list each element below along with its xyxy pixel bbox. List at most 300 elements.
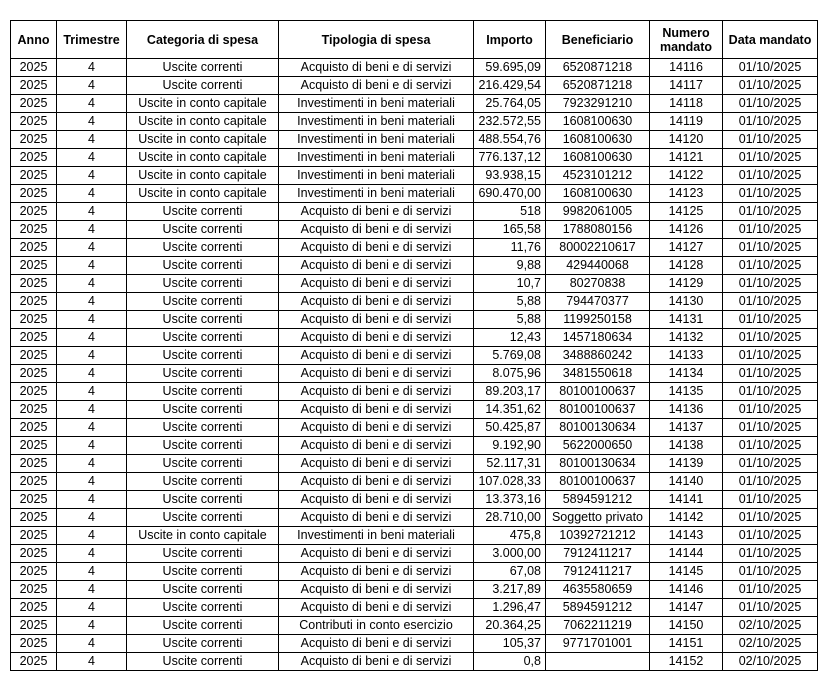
cell-trimestre: 4 bbox=[57, 95, 127, 113]
cell-numero-mandato: 14146 bbox=[650, 581, 723, 599]
cell-beneficiario: 6520871218 bbox=[546, 77, 650, 95]
cell-data-mandato: 01/10/2025 bbox=[723, 437, 818, 455]
cell-trimestre: 4 bbox=[57, 149, 127, 167]
cell-beneficiario: 80100130634 bbox=[546, 419, 650, 437]
table-row bbox=[11, 509, 818, 527]
cell-categoria: Uscite correnti bbox=[127, 347, 279, 365]
cell-numero-mandato: 14132 bbox=[650, 329, 723, 347]
cell-categoria: Uscite correnti bbox=[127, 311, 279, 329]
cell-data-mandato: 01/10/2025 bbox=[723, 509, 818, 527]
cell-numero-mandato: 14123 bbox=[650, 185, 723, 203]
cell-data-mandato: 01/10/2025 bbox=[723, 257, 818, 275]
table-row bbox=[11, 185, 818, 203]
cell-anno: 2025 bbox=[11, 509, 57, 527]
cell-beneficiario: 80270838 bbox=[546, 275, 650, 293]
cell-trimestre: 4 bbox=[57, 221, 127, 239]
cell-anno: 2025 bbox=[11, 635, 57, 653]
cell-data-mandato: 01/10/2025 bbox=[723, 563, 818, 581]
cell-beneficiario: 794470377 bbox=[546, 293, 650, 311]
cell-beneficiario: 80100100637 bbox=[546, 383, 650, 401]
cell-numero-mandato: 14122 bbox=[650, 167, 723, 185]
table-row bbox=[11, 437, 818, 455]
cell-importo: 165,58 bbox=[474, 221, 546, 239]
table-row bbox=[11, 599, 818, 617]
cell-trimestre: 4 bbox=[57, 329, 127, 347]
cell-data-mandato: 01/10/2025 bbox=[723, 419, 818, 437]
table-row bbox=[11, 419, 818, 437]
table-row bbox=[11, 113, 818, 131]
cell-beneficiario: 9982061005 bbox=[546, 203, 650, 221]
cell-tipologia: Acquisto di beni e di servizi bbox=[279, 653, 474, 671]
cell-numero-mandato: 14145 bbox=[650, 563, 723, 581]
cell-numero-mandato: 14152 bbox=[650, 653, 723, 671]
cell-importo: 9,88 bbox=[474, 257, 546, 275]
table-body bbox=[11, 59, 818, 671]
cell-tipologia: Acquisto di beni e di servizi bbox=[279, 599, 474, 617]
table-row bbox=[11, 491, 818, 509]
cell-trimestre: 4 bbox=[57, 239, 127, 257]
cell-categoria: Uscite correnti bbox=[127, 473, 279, 491]
table-row bbox=[11, 545, 818, 563]
cell-beneficiario: 1608100630 bbox=[546, 113, 650, 131]
cell-numero-mandato: 14140 bbox=[650, 473, 723, 491]
cell-trimestre: 4 bbox=[57, 527, 127, 545]
table-row bbox=[11, 203, 818, 221]
cell-categoria: Uscite correnti bbox=[127, 293, 279, 311]
cell-beneficiario: 7923291210 bbox=[546, 95, 650, 113]
cell-beneficiario: 80002210617 bbox=[546, 239, 650, 257]
cell-trimestre: 4 bbox=[57, 563, 127, 581]
cell-beneficiario: 1608100630 bbox=[546, 131, 650, 149]
table-row bbox=[11, 329, 818, 347]
table-row bbox=[11, 581, 818, 599]
cell-importo: 14.351,62 bbox=[474, 401, 546, 419]
cell-data-mandato: 01/10/2025 bbox=[723, 347, 818, 365]
cell-anno: 2025 bbox=[11, 545, 57, 563]
cell-data-mandato: 01/10/2025 bbox=[723, 545, 818, 563]
cell-anno: 2025 bbox=[11, 113, 57, 131]
cell-beneficiario: 7912411217 bbox=[546, 545, 650, 563]
cell-tipologia: Acquisto di beni e di servizi bbox=[279, 563, 474, 581]
table-row bbox=[11, 149, 818, 167]
cell-numero-mandato: 14134 bbox=[650, 365, 723, 383]
cell-categoria: Uscite correnti bbox=[127, 437, 279, 455]
cell-beneficiario: 7062211219 bbox=[546, 617, 650, 635]
cell-anno: 2025 bbox=[11, 95, 57, 113]
cell-importo: 690.470,00 bbox=[474, 185, 546, 203]
header-anno: Anno bbox=[11, 21, 57, 59]
cell-tipologia: Acquisto di beni e di servizi bbox=[279, 581, 474, 599]
cell-trimestre: 4 bbox=[57, 473, 127, 491]
cell-tipologia: Acquisto di beni e di servizi bbox=[279, 545, 474, 563]
table-row bbox=[11, 401, 818, 419]
cell-tipologia: Acquisto di beni e di servizi bbox=[279, 455, 474, 473]
cell-categoria: Uscite correnti bbox=[127, 221, 279, 239]
cell-numero-mandato: 14144 bbox=[650, 545, 723, 563]
cell-data-mandato: 01/10/2025 bbox=[723, 527, 818, 545]
cell-importo: 107.028,33 bbox=[474, 473, 546, 491]
cell-beneficiario: 1608100630 bbox=[546, 149, 650, 167]
cell-categoria: Uscite in conto capitale bbox=[127, 95, 279, 113]
cell-tipologia: Acquisto di beni e di servizi bbox=[279, 365, 474, 383]
cell-numero-mandato: 14141 bbox=[650, 491, 723, 509]
table-row bbox=[11, 131, 818, 149]
cell-anno: 2025 bbox=[11, 203, 57, 221]
cell-tipologia: Acquisto di beni e di servizi bbox=[279, 347, 474, 365]
cell-anno: 2025 bbox=[11, 617, 57, 635]
cell-categoria: Uscite correnti bbox=[127, 563, 279, 581]
cell-importo: 93.938,15 bbox=[474, 167, 546, 185]
cell-numero-mandato: 14130 bbox=[650, 293, 723, 311]
cell-tipologia: Acquisto di beni e di servizi bbox=[279, 239, 474, 257]
cell-numero-mandato: 14119 bbox=[650, 113, 723, 131]
header-row bbox=[11, 21, 818, 59]
cell-anno: 2025 bbox=[11, 401, 57, 419]
cell-data-mandato: 01/10/2025 bbox=[723, 581, 818, 599]
cell-trimestre: 4 bbox=[57, 617, 127, 635]
cell-data-mandato: 01/10/2025 bbox=[723, 599, 818, 617]
cell-beneficiario: 4523101212 bbox=[546, 167, 650, 185]
cell-tipologia: Investimenti in beni materiali bbox=[279, 131, 474, 149]
cell-importo: 10,7 bbox=[474, 275, 546, 293]
cell-importo: 3.000,00 bbox=[474, 545, 546, 563]
cell-importo: 518 bbox=[474, 203, 546, 221]
cell-trimestre: 4 bbox=[57, 509, 127, 527]
table-row bbox=[11, 77, 818, 95]
header-tipologia: Tipologia di spesa bbox=[279, 21, 474, 59]
cell-importo: 3.217,89 bbox=[474, 581, 546, 599]
cell-beneficiario: 1608100630 bbox=[546, 185, 650, 203]
cell-anno: 2025 bbox=[11, 329, 57, 347]
cell-numero-mandato: 14150 bbox=[650, 617, 723, 635]
cell-anno: 2025 bbox=[11, 311, 57, 329]
cell-anno: 2025 bbox=[11, 599, 57, 617]
cell-trimestre: 4 bbox=[57, 77, 127, 95]
cell-numero-mandato: 14133 bbox=[650, 347, 723, 365]
table-row bbox=[11, 275, 818, 293]
cell-categoria: Uscite correnti bbox=[127, 275, 279, 293]
cell-importo: 5.769,08 bbox=[474, 347, 546, 365]
cell-numero-mandato: 14125 bbox=[650, 203, 723, 221]
cell-numero-mandato: 14137 bbox=[650, 419, 723, 437]
cell-importo: 25.764,05 bbox=[474, 95, 546, 113]
cell-categoria: Uscite in conto capitale bbox=[127, 131, 279, 149]
cell-tipologia: Acquisto di beni e di servizi bbox=[279, 293, 474, 311]
table-row bbox=[11, 653, 818, 671]
header-beneficiario: Beneficiario bbox=[546, 21, 650, 59]
cell-data-mandato: 01/10/2025 bbox=[723, 59, 818, 77]
cell-numero-mandato: 14136 bbox=[650, 401, 723, 419]
cell-beneficiario: 3488860242 bbox=[546, 347, 650, 365]
cell-importo: 89.203,17 bbox=[474, 383, 546, 401]
cell-tipologia: Investimenti in beni materiali bbox=[279, 149, 474, 167]
cell-anno: 2025 bbox=[11, 347, 57, 365]
cell-anno: 2025 bbox=[11, 77, 57, 95]
cell-trimestre: 4 bbox=[57, 311, 127, 329]
table-row bbox=[11, 473, 818, 491]
cell-anno: 2025 bbox=[11, 131, 57, 149]
cell-trimestre: 4 bbox=[57, 653, 127, 671]
cell-data-mandato: 01/10/2025 bbox=[723, 365, 818, 383]
cell-trimestre: 4 bbox=[57, 635, 127, 653]
cell-importo: 12,43 bbox=[474, 329, 546, 347]
table-row bbox=[11, 293, 818, 311]
cell-tipologia: Investimenti in beni materiali bbox=[279, 95, 474, 113]
cell-numero-mandato: 14127 bbox=[650, 239, 723, 257]
header-importo: Importo bbox=[474, 21, 546, 59]
table-row bbox=[11, 347, 818, 365]
cell-numero-mandato: 14116 bbox=[650, 59, 723, 77]
cell-trimestre: 4 bbox=[57, 113, 127, 131]
cell-importo: 5,88 bbox=[474, 311, 546, 329]
cell-anno: 2025 bbox=[11, 275, 57, 293]
table-row bbox=[11, 239, 818, 257]
cell-beneficiario bbox=[546, 653, 650, 671]
cell-trimestre: 4 bbox=[57, 275, 127, 293]
cell-categoria: Uscite correnti bbox=[127, 635, 279, 653]
cell-importo: 488.554,76 bbox=[474, 131, 546, 149]
table-row bbox=[11, 59, 818, 77]
cell-trimestre: 4 bbox=[57, 131, 127, 149]
cell-numero-mandato: 14135 bbox=[650, 383, 723, 401]
cell-tipologia: Acquisto di beni e di servizi bbox=[279, 257, 474, 275]
cell-categoria: Uscite correnti bbox=[127, 455, 279, 473]
cell-trimestre: 4 bbox=[57, 293, 127, 311]
cell-anno: 2025 bbox=[11, 167, 57, 185]
table-row bbox=[11, 365, 818, 383]
cell-numero-mandato: 14118 bbox=[650, 95, 723, 113]
cell-trimestre: 4 bbox=[57, 455, 127, 473]
cell-anno: 2025 bbox=[11, 581, 57, 599]
cell-importo: 11,76 bbox=[474, 239, 546, 257]
table-row bbox=[11, 383, 818, 401]
cell-trimestre: 4 bbox=[57, 167, 127, 185]
cell-tipologia: Investimenti in beni materiali bbox=[279, 527, 474, 545]
cell-beneficiario: 80100100637 bbox=[546, 473, 650, 491]
cell-importo: 67,08 bbox=[474, 563, 546, 581]
cell-importo: 0,8 bbox=[474, 653, 546, 671]
cell-categoria: Uscite correnti bbox=[127, 653, 279, 671]
table-row bbox=[11, 635, 818, 653]
cell-data-mandato: 01/10/2025 bbox=[723, 131, 818, 149]
cell-numero-mandato: 14120 bbox=[650, 131, 723, 149]
header-data-mandato: Data mandato bbox=[723, 21, 818, 59]
payments-table bbox=[10, 20, 818, 671]
cell-anno: 2025 bbox=[11, 293, 57, 311]
cell-beneficiario: 7912411217 bbox=[546, 563, 650, 581]
cell-trimestre: 4 bbox=[57, 491, 127, 509]
cell-tipologia: Acquisto di beni e di servizi bbox=[279, 383, 474, 401]
cell-tipologia: Acquisto di beni e di servizi bbox=[279, 437, 474, 455]
cell-beneficiario: 429440068 bbox=[546, 257, 650, 275]
cell-tipologia: Investimenti in beni materiali bbox=[279, 113, 474, 131]
cell-categoria: Uscite correnti bbox=[127, 545, 279, 563]
cell-anno: 2025 bbox=[11, 419, 57, 437]
cell-importo: 52.117,31 bbox=[474, 455, 546, 473]
cell-categoria: Uscite correnti bbox=[127, 581, 279, 599]
cell-beneficiario: 80100130634 bbox=[546, 455, 650, 473]
cell-importo: 50.425,87 bbox=[474, 419, 546, 437]
cell-numero-mandato: 14142 bbox=[650, 509, 723, 527]
cell-beneficiario: 5894591212 bbox=[546, 599, 650, 617]
cell-data-mandato: 02/10/2025 bbox=[723, 635, 818, 653]
table-row bbox=[11, 95, 818, 113]
cell-numero-mandato: 14126 bbox=[650, 221, 723, 239]
cell-numero-mandato: 14131 bbox=[650, 311, 723, 329]
cell-numero-mandato: 14138 bbox=[650, 437, 723, 455]
cell-trimestre: 4 bbox=[57, 203, 127, 221]
cell-importo: 5,88 bbox=[474, 293, 546, 311]
cell-beneficiario: 6520871218 bbox=[546, 59, 650, 77]
cell-data-mandato: 01/10/2025 bbox=[723, 167, 818, 185]
cell-importo: 216.429,54 bbox=[474, 77, 546, 95]
cell-categoria: Uscite correnti bbox=[127, 599, 279, 617]
cell-data-mandato: 01/10/2025 bbox=[723, 491, 818, 509]
cell-data-mandato: 01/10/2025 bbox=[723, 455, 818, 473]
cell-data-mandato: 02/10/2025 bbox=[723, 653, 818, 671]
cell-numero-mandato: 14121 bbox=[650, 149, 723, 167]
cell-tipologia: Investimenti in beni materiali bbox=[279, 185, 474, 203]
cell-anno: 2025 bbox=[11, 149, 57, 167]
cell-data-mandato: 01/10/2025 bbox=[723, 239, 818, 257]
cell-anno: 2025 bbox=[11, 239, 57, 257]
cell-trimestre: 4 bbox=[57, 599, 127, 617]
cell-categoria: Uscite in conto capitale bbox=[127, 527, 279, 545]
cell-importo: 475,8 bbox=[474, 527, 546, 545]
cell-tipologia: Acquisto di beni e di servizi bbox=[279, 221, 474, 239]
cell-data-mandato: 01/10/2025 bbox=[723, 95, 818, 113]
cell-trimestre: 4 bbox=[57, 365, 127, 383]
cell-beneficiario: 1199250158 bbox=[546, 311, 650, 329]
cell-tipologia: Acquisto di beni e di servizi bbox=[279, 77, 474, 95]
cell-anno: 2025 bbox=[11, 383, 57, 401]
cell-data-mandato: 01/10/2025 bbox=[723, 473, 818, 491]
cell-data-mandato: 01/10/2025 bbox=[723, 77, 818, 95]
table-row bbox=[11, 617, 818, 635]
cell-categoria: Uscite correnti bbox=[127, 617, 279, 635]
cell-trimestre: 4 bbox=[57, 419, 127, 437]
cell-categoria: Uscite correnti bbox=[127, 329, 279, 347]
cell-categoria: Uscite correnti bbox=[127, 509, 279, 527]
cell-categoria: Uscite in conto capitale bbox=[127, 185, 279, 203]
cell-trimestre: 4 bbox=[57, 437, 127, 455]
cell-categoria: Uscite in conto capitale bbox=[127, 167, 279, 185]
cell-anno: 2025 bbox=[11, 257, 57, 275]
cell-data-mandato: 01/10/2025 bbox=[723, 185, 818, 203]
cell-categoria: Uscite correnti bbox=[127, 77, 279, 95]
cell-importo: 776.137,12 bbox=[474, 149, 546, 167]
cell-categoria: Uscite correnti bbox=[127, 419, 279, 437]
cell-importo: 28.710,00 bbox=[474, 509, 546, 527]
cell-categoria: Uscite correnti bbox=[127, 203, 279, 221]
cell-tipologia: Acquisto di beni e di servizi bbox=[279, 275, 474, 293]
cell-categoria: Uscite correnti bbox=[127, 401, 279, 419]
cell-tipologia: Acquisto di beni e di servizi bbox=[279, 473, 474, 491]
cell-trimestre: 4 bbox=[57, 401, 127, 419]
cell-categoria: Uscite correnti bbox=[127, 239, 279, 257]
cell-anno: 2025 bbox=[11, 527, 57, 545]
cell-categoria: Uscite correnti bbox=[127, 491, 279, 509]
table-row bbox=[11, 563, 818, 581]
cell-anno: 2025 bbox=[11, 491, 57, 509]
cell-beneficiario: 5622000650 bbox=[546, 437, 650, 455]
cell-trimestre: 4 bbox=[57, 185, 127, 203]
cell-tipologia: Acquisto di beni e di servizi bbox=[279, 635, 474, 653]
cell-trimestre: 4 bbox=[57, 545, 127, 563]
cell-data-mandato: 01/10/2025 bbox=[723, 275, 818, 293]
cell-trimestre: 4 bbox=[57, 581, 127, 599]
cell-data-mandato: 02/10/2025 bbox=[723, 617, 818, 635]
cell-importo: 105,37 bbox=[474, 635, 546, 653]
cell-data-mandato: 01/10/2025 bbox=[723, 293, 818, 311]
cell-data-mandato: 01/10/2025 bbox=[723, 329, 818, 347]
table-row bbox=[11, 167, 818, 185]
cell-numero-mandato: 14117 bbox=[650, 77, 723, 95]
cell-trimestre: 4 bbox=[57, 59, 127, 77]
cell-beneficiario: 80100100637 bbox=[546, 401, 650, 419]
cell-tipologia: Acquisto di beni e di servizi bbox=[279, 491, 474, 509]
cell-data-mandato: 01/10/2025 bbox=[723, 203, 818, 221]
cell-data-mandato: 01/10/2025 bbox=[723, 311, 818, 329]
cell-trimestre: 4 bbox=[57, 257, 127, 275]
cell-anno: 2025 bbox=[11, 653, 57, 671]
table-row bbox=[11, 311, 818, 329]
cell-data-mandato: 01/10/2025 bbox=[723, 221, 818, 239]
cell-tipologia: Acquisto di beni e di servizi bbox=[279, 419, 474, 437]
cell-beneficiario: 1457180634 bbox=[546, 329, 650, 347]
header-categoria: Categoria di spesa bbox=[127, 21, 279, 59]
cell-categoria: Uscite correnti bbox=[127, 383, 279, 401]
cell-importo: 9.192,90 bbox=[474, 437, 546, 455]
cell-anno: 2025 bbox=[11, 365, 57, 383]
header-trimestre: Trimestre bbox=[57, 21, 127, 59]
cell-numero-mandato: 14143 bbox=[650, 527, 723, 545]
cell-tipologia: Investimenti in beni materiali bbox=[279, 167, 474, 185]
cell-numero-mandato: 14129 bbox=[650, 275, 723, 293]
cell-anno: 2025 bbox=[11, 59, 57, 77]
cell-beneficiario: 9771701001 bbox=[546, 635, 650, 653]
cell-importo: 59.695,09 bbox=[474, 59, 546, 77]
cell-tipologia: Acquisto di beni e di servizi bbox=[279, 401, 474, 419]
table-row bbox=[11, 257, 818, 275]
cell-anno: 2025 bbox=[11, 437, 57, 455]
cell-tipologia: Acquisto di beni e di servizi bbox=[279, 329, 474, 347]
cell-importo: 1.296,47 bbox=[474, 599, 546, 617]
cell-numero-mandato: 14139 bbox=[650, 455, 723, 473]
table-row bbox=[11, 455, 818, 473]
cell-data-mandato: 01/10/2025 bbox=[723, 383, 818, 401]
cell-categoria: Uscite in conto capitale bbox=[127, 149, 279, 167]
cell-beneficiario: 3481550618 bbox=[546, 365, 650, 383]
cell-importo: 13.373,16 bbox=[474, 491, 546, 509]
cell-anno: 2025 bbox=[11, 221, 57, 239]
cell-tipologia: Acquisto di beni e di servizi bbox=[279, 203, 474, 221]
cell-beneficiario: 1788080156 bbox=[546, 221, 650, 239]
cell-beneficiario: 10392721212 bbox=[546, 527, 650, 545]
cell-beneficiario: 4635580659 bbox=[546, 581, 650, 599]
table-row bbox=[11, 221, 818, 239]
cell-anno: 2025 bbox=[11, 473, 57, 491]
cell-importo: 8.075,96 bbox=[474, 365, 546, 383]
cell-anno: 2025 bbox=[11, 185, 57, 203]
cell-importo: 20.364,25 bbox=[474, 617, 546, 635]
cell-data-mandato: 01/10/2025 bbox=[723, 149, 818, 167]
cell-trimestre: 4 bbox=[57, 383, 127, 401]
cell-beneficiario: 5894591212 bbox=[546, 491, 650, 509]
cell-importo: 232.572,55 bbox=[474, 113, 546, 131]
header-numero-mandato: Numero mandato bbox=[650, 21, 723, 59]
cell-numero-mandato: 14147 bbox=[650, 599, 723, 617]
